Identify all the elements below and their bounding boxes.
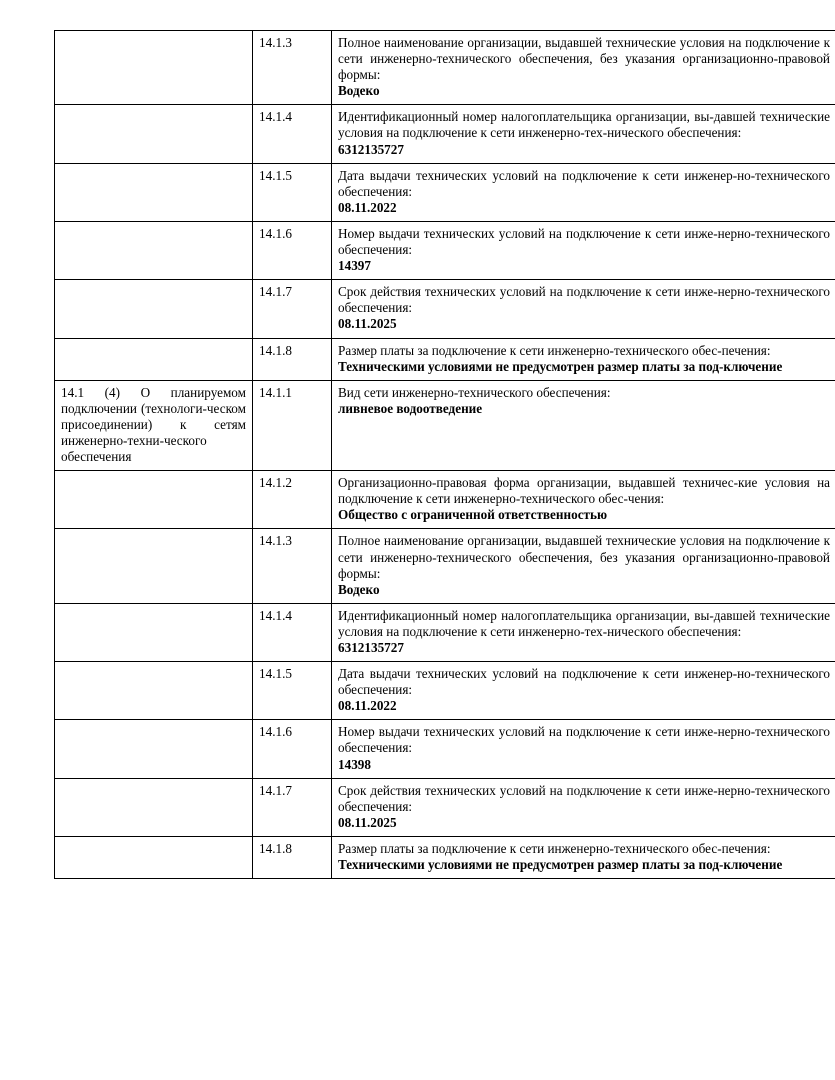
description-value: 08.11.2025 [338, 814, 397, 830]
table-row [55, 529, 835, 603]
declaration-table [54, 30, 835, 879]
description-label: Полное наименование организации, выдавшей технические условия на подключение к сети инженерно-технического обеспечения, без указания организационно-правовой формы: [338, 35, 830, 83]
table-row [55, 662, 835, 720]
description-cell [332, 662, 835, 720]
description-label: Размер платы за подключение к сети инженерно-технического обес-печения: [338, 342, 771, 358]
section-cell [55, 338, 253, 380]
description-label: Идентификационный номер налогоплательщика организации, вы-давшей технические условия на подключение к сети инженерно-тех-нического обеспечения: [338, 607, 830, 639]
section-cell [55, 280, 253, 338]
description-cell [332, 221, 835, 279]
description-cell [332, 720, 835, 778]
table-row [55, 105, 835, 163]
section-cell [55, 662, 253, 720]
section-cell [55, 221, 253, 279]
code-cell: 14.1.5 [253, 662, 332, 720]
description-cell [332, 778, 835, 836]
section-cell [55, 105, 253, 163]
description-cell [332, 105, 835, 163]
code-cell: 14.1.4 [253, 105, 332, 163]
description-label: Номер выдачи технических условий на подключение к сети инже-нерно-технического обеспечения: [338, 225, 830, 258]
code-cell: 14.1.3 [253, 31, 332, 105]
description-value: ливневое водоотведение [338, 400, 483, 416]
table-row [55, 603, 835, 661]
section-cell [55, 720, 253, 778]
section-label: 14.1 (4) О планируемом подключении (технологи-ческом присоединении) к сетям инженерно-техни-ческого обеспечения [61, 384, 246, 465]
section-cell [55, 529, 253, 603]
description-value: 6312135727 [338, 640, 404, 655]
description-cell [332, 31, 835, 105]
description-cell [332, 338, 835, 380]
section-cell [55, 31, 253, 105]
description-value: Техническими условиями не предусмотрен размер платы за под-ключение [338, 857, 783, 873]
code-cell: 14.1.4 [253, 603, 332, 661]
description-label: Организационно-правовая форма организации, выдавшей техничес-кие условия на подключение к сети инженерно-технического обес-чения: [338, 475, 830, 507]
description-label: Номер выдачи технических условий на подключение к сети инже-нерно-технического обеспечения: [338, 724, 830, 756]
table-row [55, 380, 835, 470]
description-cell [332, 836, 835, 878]
description-value: Общество с ограниченной ответственностью [338, 507, 608, 523]
table-body [55, 31, 835, 879]
code-cell: 14.1.7 [253, 778, 332, 836]
description-value: Водеко [338, 581, 380, 597]
description-value: 08.11.2022 [338, 199, 397, 215]
table-row [55, 720, 835, 778]
code-cell: 14.1.8 [253, 338, 332, 380]
description-cell [332, 603, 835, 661]
code-cell: 14.1.6 [253, 221, 332, 279]
description-label: Идентификационный номер налогоплательщика организации, вы-давшей технические условия на подключение к сети инженерно-тех-нического обеспечения: [338, 109, 830, 141]
table-row [55, 471, 835, 529]
description-label: Дата выдачи технических условий на подключение к сети инженер-но-технического обеспечения: [338, 666, 830, 698]
description-label: Вид сети инженерно-технического обеспечения: [338, 384, 611, 400]
code-cell: 14.1.7 [253, 280, 332, 338]
description-label: Размер платы за подключение к сети инженерно-технического обес-печения: [338, 840, 771, 856]
description-label: Дата выдачи технических условий на подключение к сети инженер-но-технического обеспечения: [338, 167, 830, 199]
table-row [55, 280, 835, 338]
description-cell [332, 280, 835, 338]
table-row [55, 778, 835, 836]
description-cell [332, 163, 835, 221]
table-row [55, 163, 835, 221]
section-cell [55, 836, 253, 878]
description-label: Срок действия технических условий на подключение к сети инже-нерно-технического обеспечения: [338, 284, 830, 316]
description-value: 6312135727 [338, 141, 404, 157]
description-label: Полное наименование организации, выдавшей технические условия на подключение к сети инженерно-технического обеспечения, без указания организационно-правовой формы: [338, 533, 830, 581]
table-row [55, 836, 835, 878]
code-cell: 14.1.6 [253, 720, 332, 778]
code-cell: 14.1.8 [253, 836, 332, 878]
code-cell: 14.1.3 [253, 529, 332, 603]
table-row [55, 221, 835, 279]
description-value: Водеко [338, 83, 380, 99]
description-cell [332, 529, 835, 603]
section-cell [55, 603, 253, 661]
code-cell: 14.1.2 [253, 471, 332, 529]
description-value: 14397 [338, 258, 371, 274]
description-value: 14398 [338, 756, 371, 772]
description-value: 08.11.2025 [338, 316, 397, 332]
description-label: Срок действия технических условий на подключение к сети инже-нерно-технического обеспечения: [338, 782, 830, 814]
description-cell [332, 380, 835, 470]
description-value: 08.11.2022 [338, 698, 397, 714]
section-cell [55, 778, 253, 836]
table-row [55, 338, 835, 380]
code-cell: 14.1.5 [253, 163, 332, 221]
section-cell [55, 163, 253, 221]
code-cell: 14.1.1 [253, 380, 332, 470]
section-cell [55, 380, 253, 470]
description-cell [332, 471, 835, 529]
table-row [55, 31, 835, 105]
description-value: Техническими условиями не предусмотрен размер платы за под-ключение [338, 358, 783, 374]
section-cell [55, 471, 253, 529]
